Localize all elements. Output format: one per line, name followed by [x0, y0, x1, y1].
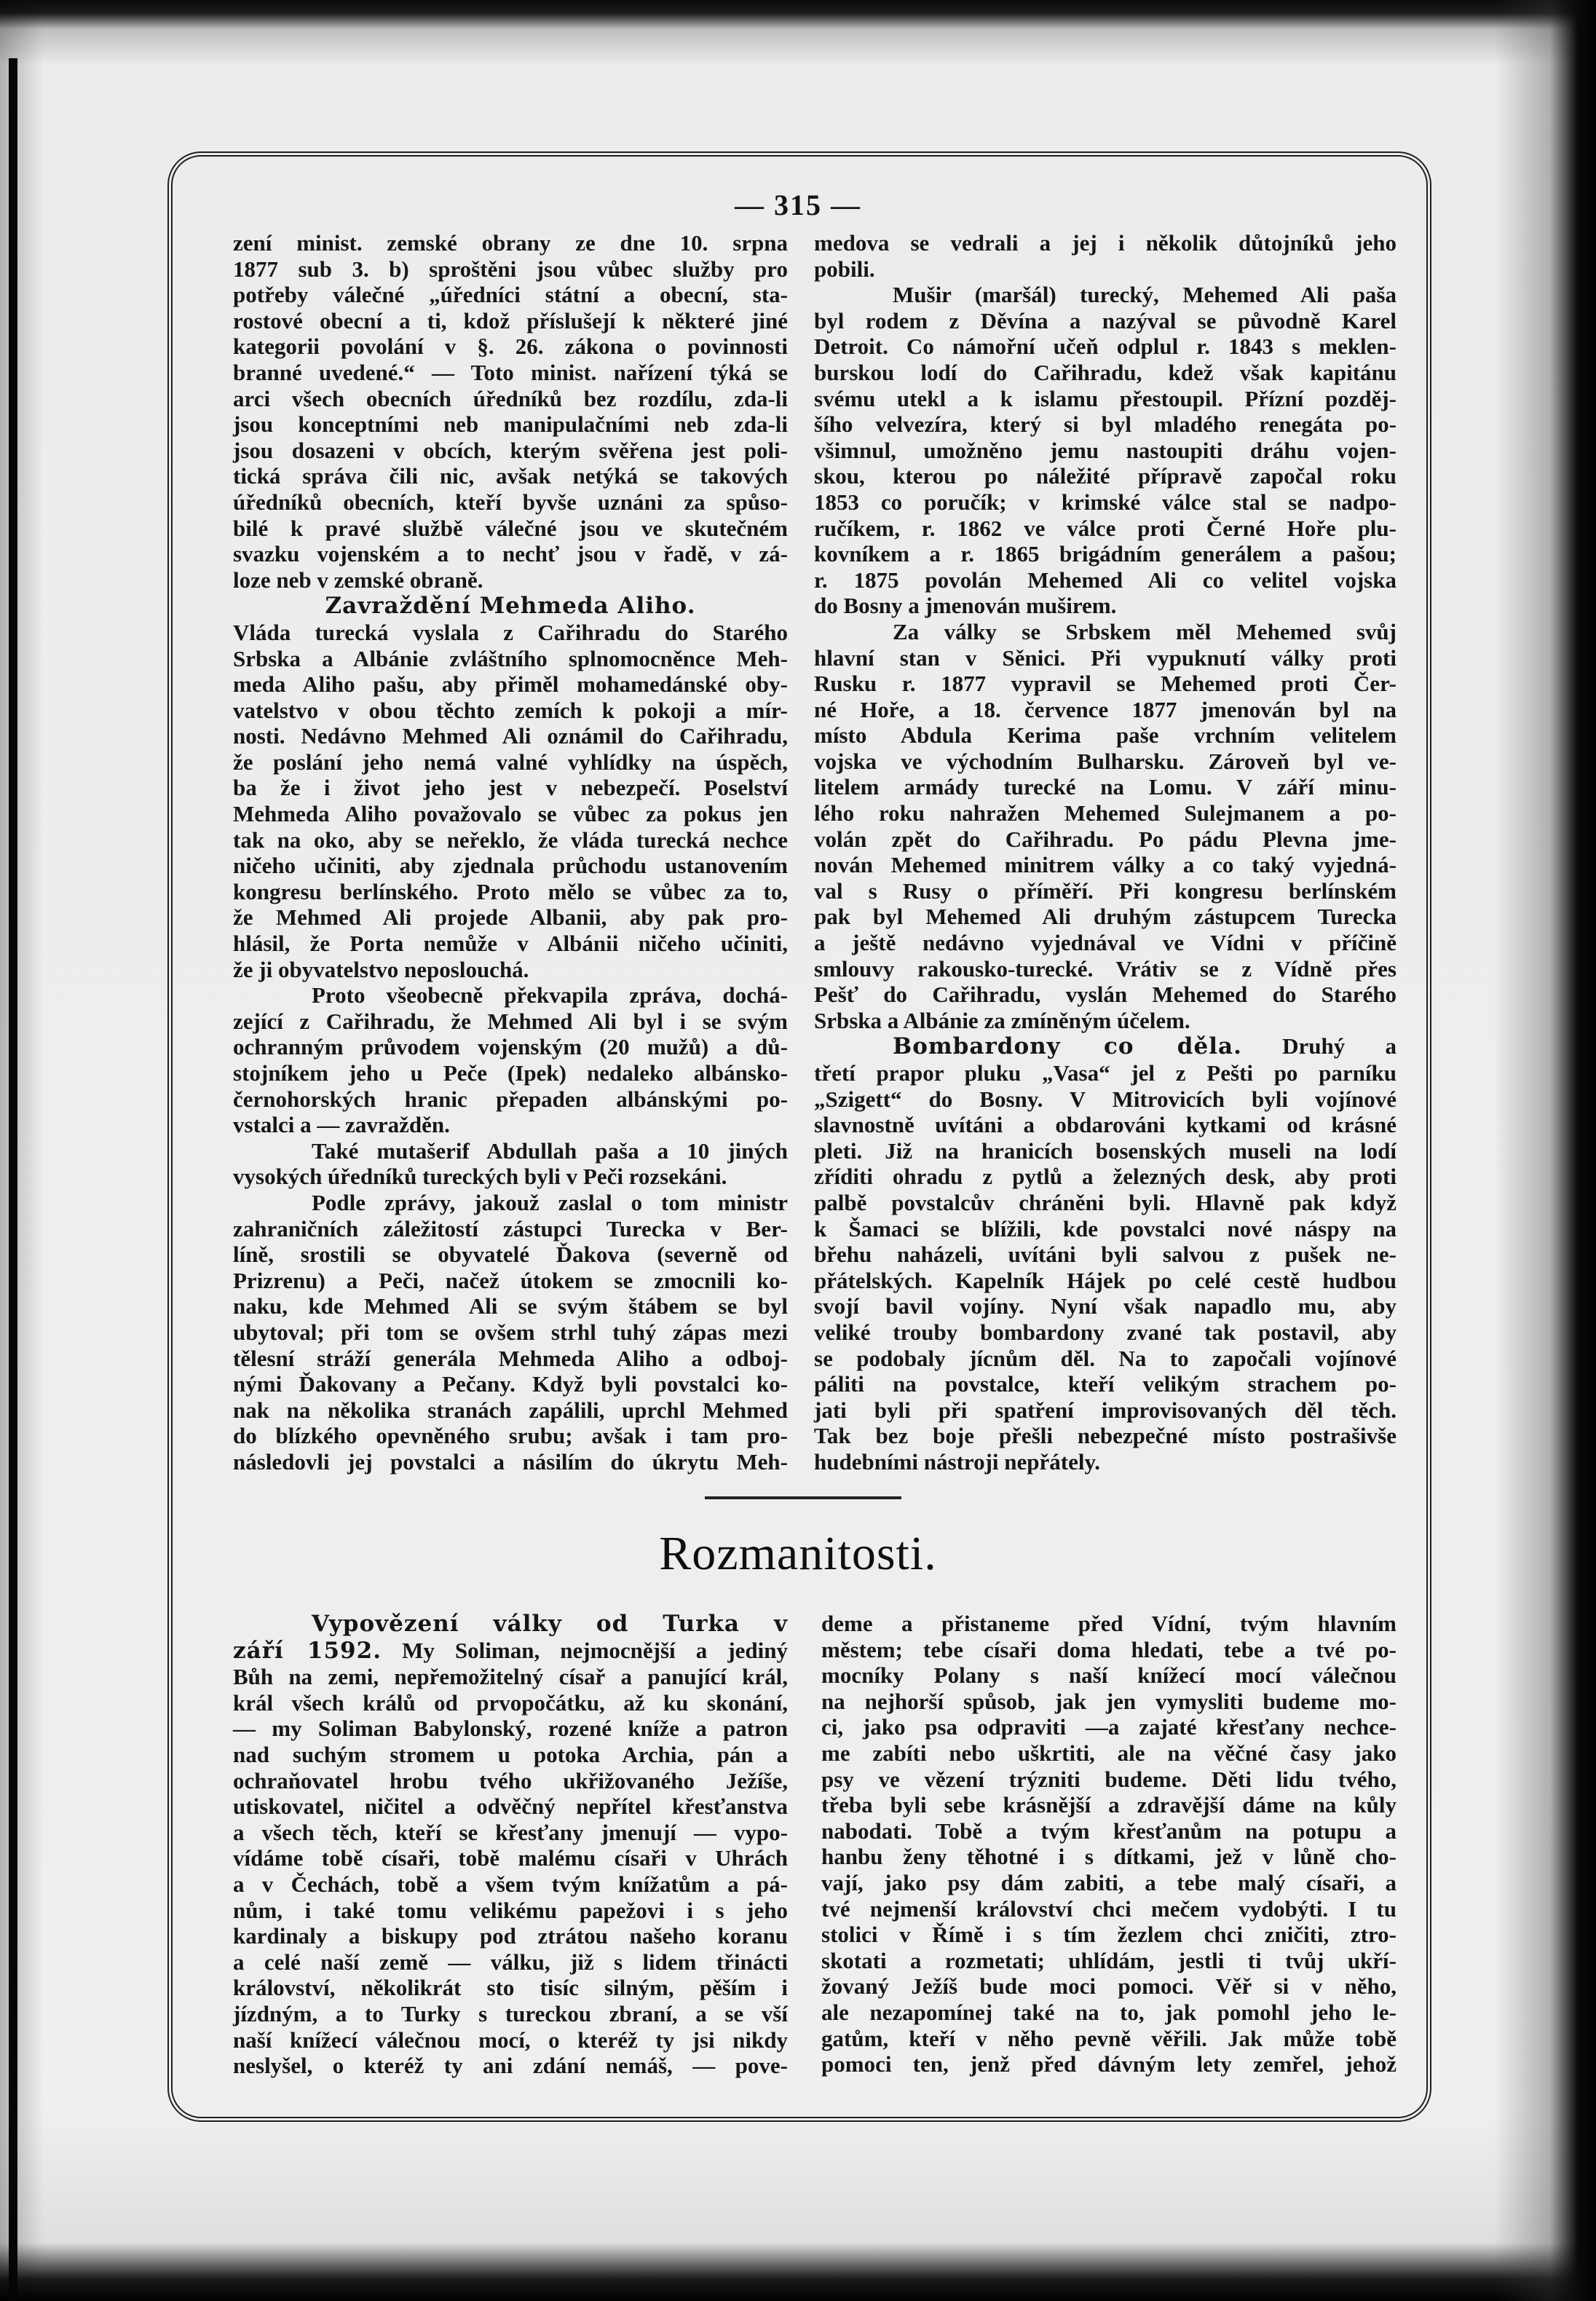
text-line: do Bosny a jmenován muširem.: [814, 593, 1117, 619]
text-line: byl rodem z Děvína a nazýval se původně Karel: [814, 307, 1396, 333]
text-line: stolici v Římě i s tím žezlem chci zničiti, ztro-: [821, 1922, 1396, 1948]
text-line: Za války se Srbskem měl Mehemed svůj: [893, 618, 1396, 644]
article-paragraph-2: [233, 982, 788, 1138]
text-line: ubytoval; při tom se ovšem strhl tuhý zápas mezi: [233, 1319, 788, 1345]
upper-left-column: [233, 230, 788, 1475]
text-line: nad suchým stromem u potoka Archia, pán a: [233, 1741, 788, 1767]
lower-right-column: [821, 1611, 1396, 2077]
article-heading-bombardony-line: [814, 1033, 1396, 1060]
text-line: litelem armády turecké na Lomu. V září minu-: [814, 774, 1396, 800]
text-line: Mehmeda Aliho považovalo se vůbec za pokus jen: [233, 801, 788, 827]
text-line: 1853 co poručík; v krimské válce stal se nadpo-: [814, 489, 1396, 515]
text-line: volán zpět do Cařihradu. Po pádu Plevna jme-: [814, 826, 1396, 852]
text-line: skotati a rozmetati; uhlídám, jestli ti tvůj ukří-: [821, 1947, 1396, 1973]
text-line: stojníkem jeho u Peče (Ipek) nedaleko albánsko-: [233, 1060, 788, 1086]
text-line: nům, i také tomu velikému papežovi i s jeho: [233, 1897, 788, 1923]
text-line: hanbu ženy těhotné i s dítkami, jež v lůně cho-: [821, 1844, 1396, 1870]
text-line: potřeby válečné „úředníci státní a obecní, sta-: [233, 282, 788, 308]
text-line: skou, kterou po náležité přípravě započal roku: [814, 463, 1396, 489]
text-line: deme a přistaneme před Vídní, tvým hlavním: [821, 1611, 1396, 1636]
page-number: — 315 —: [735, 189, 861, 221]
text-line: hlavní stan v Sěnici. Při vypuknutí války proti: [814, 644, 1396, 671]
article-lead: Druhý a: [1282, 1033, 1396, 1059]
biography-paragraph: [814, 282, 1396, 619]
text-line: ochranným průvodem vojenským (20 mužů) a dů-: [233, 1034, 788, 1060]
text-line: Pešť do Cařihradu, vyslán Mehemed do Starého: [814, 982, 1396, 1008]
text-line: vídáme tobě císaři, tobě malému císaři v Uhrách: [233, 1845, 788, 1871]
text-line: nak na několika stranách zapálili, uprchl Mehmed: [233, 1397, 788, 1423]
article-heading-text: Vypovězení války od Turka v: [312, 1611, 788, 1637]
text-line: ničeho učiniti, aby zjednala průchodu ustanovením: [233, 853, 788, 879]
text-line: mocníky Polany s naší knížecí mocí válečnou: [821, 1662, 1396, 1689]
text-line: pobili.: [814, 256, 875, 282]
text-line: gatům, kteří v něho pevně věřili. Jak může tobě: [821, 2025, 1396, 2051]
text-line: třetí prapor pluku „Vasa“ jel z Pešti po parníku: [814, 1060, 1396, 1086]
text-line: že ji obyvatelstvo neposlouchá.: [233, 956, 529, 982]
text-line: a v Čechách, tobě a všem tvým knížatům a pá-: [233, 1871, 788, 1897]
paragraph-continued: [233, 230, 788, 593]
text-line: že Mehmed Ali projede Albanii, aby pak pro-: [233, 904, 788, 931]
text-line: vají, jako psy dám zabiti, a tebe malý císaři, a: [821, 1869, 1396, 1895]
text-line: se podobaly jícnům děl. Na to započali vojínové: [814, 1345, 1396, 1371]
text-line: žovaný Ježíš bude moci pomoci. Věř si v něho,: [821, 1973, 1396, 2000]
text-line: Proto všeobecně překvapila zpráva, dochá-: [312, 982, 788, 1009]
article-lead: My Soliman, nejmocnější a jediný: [402, 1637, 789, 1663]
article-body: [233, 620, 788, 982]
article-paragraph-3: [233, 1138, 788, 1190]
text-line: 1877 sub 3. b) sproštěni jsou vůbec služby pro: [233, 256, 788, 282]
declaration-body-continued: [821, 1611, 1396, 2077]
text-line: vysokých úředníků tureckých byli v Peči rozsekáni.: [233, 1164, 727, 1190]
article-heading-declaration-line1: [233, 1611, 788, 1638]
text-line: úředníků obecních, kteří byvše uznáni za spůso-: [233, 489, 788, 515]
article-heading-murder: [233, 593, 788, 620]
text-line: nován Mehemed minitrem války a co taký vyjedná-: [814, 852, 1396, 878]
text-line: svému utekl a k islamu přestoupil. Přízní pozděj-: [814, 385, 1396, 411]
text-line: zahraničních záležitostí zástupci Turecka v Ber-: [233, 1215, 788, 1242]
text-line: meda Aliho pašu, aby přiměl mohamedánské oby-: [233, 671, 788, 698]
text-line: nabodati. Tobě a tvým křesťanům na potupu a: [821, 1817, 1396, 1844]
text-line: Podle zprávy, jakouž zaslal o tom ministr: [312, 1189, 788, 1215]
text-line: Prizrenu) a Peči, načež útokem se zmocnili ko-: [233, 1267, 788, 1293]
text-line: šího velvezíra, který si byl mladého renegáta po-: [814, 411, 1396, 438]
text-line: nými Ďakovany a Pečany. Když byli povstalci ko-: [233, 1371, 788, 1397]
text-line: zející z Cařihradu, že Mehmed Ali byl i se svým: [233, 1008, 788, 1034]
text-line: Tak bez boje přešli nebezpečné místo postrašivše: [814, 1423, 1396, 1449]
text-line: Bůh na zemi, nepřemožitelný císař a panující král,: [233, 1664, 788, 1690]
text-line: smlouvy rakousko-turecké. Vrátiv se z Vídně přes: [814, 955, 1396, 982]
text-line: jsou konceptními neb manipulačními neb zda-li: [233, 411, 788, 438]
text-line: tvé nejmenší království chci mečem vydobýti. I tu: [821, 1895, 1396, 1922]
text-line: — my Soliman Babylonský, rozené kníže a patron: [233, 1716, 788, 1742]
text-line: tělesní stráží generála Mehmeda Aliho a odboj-: [233, 1345, 788, 1371]
text-line: a ještě nedávno vyjednával ve Vídni v příčině: [814, 930, 1396, 956]
text-line: černohorských hranic přepaden albánskými po-: [233, 1086, 788, 1112]
text-line: „Szigett“ do Bosny. V Mitrovicích byli vojínové: [814, 1086, 1396, 1112]
text-line: následovli jej povstalci a násilím do úkrytu Meh-: [233, 1448, 788, 1475]
text-line: tak na oko, aby se neřeklo, že vláda turecká nechce: [233, 826, 788, 853]
text-line: val s Rusy o příměří. Při kongresu berlínském: [814, 877, 1396, 904]
text-line: Vláda turecká vyslala z Cařihradu do Starého: [233, 619, 788, 645]
article-heading-text: Zavraždění Mehmeda Aliho.: [325, 593, 696, 620]
text-line: tická správa čili nic, avšak netýká se takových: [233, 463, 788, 489]
text-line: k Šamaci se blížili, kde povstalci nové náspy na: [814, 1215, 1396, 1242]
text-line: Detroit. Co námořní učeň odplul r. 1843 s meklen-: [814, 333, 1396, 360]
text-line: slavnostně uvítáni a obdarováni kytkami od krásné: [814, 1112, 1396, 1138]
article-heading-text: Bombardony co děla.: [893, 1033, 1242, 1060]
text-line: né Hoře, a 18. července 1877 jmenován byl na: [814, 696, 1396, 722]
text-line: pleti. Již na hranicích bosenských museli na lodí: [814, 1137, 1396, 1164]
text-line: loze neb v zemské obraně.: [233, 567, 483, 593]
text-line: nosti. Nedávno Mehmed Ali oznámil do Cařihradu,: [233, 723, 788, 749]
text-line: jati byli při spatření improvisovaných děl těch.: [814, 1397, 1396, 1423]
text-line: jsou dosazeni v obcích, kterým svěřena jest poli-: [233, 437, 788, 463]
text-line: utiskovatel, ničitel a odvěčný nepřítel křesťanstva: [233, 1793, 788, 1820]
text-line: ba že i život jeho jest v nebezpečí. Poselství: [233, 775, 788, 801]
text-line: rostové obecní a ti, kdož příslušejí k některé jiné: [233, 307, 788, 333]
text-line: království, několikrát sto tisíc silným, pěším i: [233, 1975, 788, 2001]
text-line: arci všech obecních úředníků bez rozdílu, zda-li: [233, 385, 788, 411]
section-title: Rozmanitosti.: [659, 1527, 937, 1580]
bombardony-article-body: [814, 1060, 1396, 1475]
text-line: Srbska a Albánie zvláštního splnomocněnce Meh-: [233, 645, 788, 671]
text-line: zříditi ohradu z pytlů a železných desk, aby proti: [814, 1164, 1396, 1190]
text-line: medova se vedrali a jej i několik důtojníků jeho: [814, 230, 1396, 256]
text-line: Také mutašerif Abdullah paša a 10 jiných: [312, 1137, 788, 1164]
text-line: burskou lodí do Cařihradu, kdež však kapitánu: [814, 359, 1396, 385]
scan-right-shadow: [1494, 0, 1596, 2301]
text-line: břehu naházeli, uvítáni byli salvou z pušek ne-: [814, 1242, 1396, 1268]
text-line: hudebními nástroji nepřátely.: [814, 1448, 1101, 1475]
text-line: třeba byli sebe krásnější a zdravější dáme na kůly: [821, 1792, 1396, 1818]
text-line: líně, srostili se obyvatelé Ďakova (severně od: [233, 1242, 788, 1268]
text-line: zení minist. zemské obrany ze dne 10. srpna: [233, 230, 788, 256]
text-line: pomoci ten, jenž před dávným lety zemřel, jehož: [821, 2051, 1396, 2077]
text-line: lého roku nahražen Mehemed Sulejmanem a po-: [814, 800, 1396, 826]
text-line: neslyšel, o kteréž ty ani zdání nemáš, — pove-: [233, 2053, 788, 2079]
text-line: na nejhorší spůsob, jak jen vymysliti budeme mo-: [821, 1688, 1396, 1714]
section-divider: [705, 1496, 901, 1499]
text-line: ale nezapomínej také na to, jak pomohl jeho le-: [821, 1999, 1396, 2025]
article-continued: [814, 230, 1396, 282]
article-heading-declaration-line2: [233, 1638, 788, 1665]
text-line: kardinaly a biskupy pod ztrátou našeho koranu: [233, 1923, 788, 1949]
text-line: že poslání jeho nemá valné vyhlídky na úspěch,: [233, 749, 788, 775]
text-line: ochraňovatel hrobu tvého ukřižovaného Ježíše,: [233, 1767, 788, 1793]
scan-left-shadow: [0, 0, 44, 2301]
text-line: jízdným, a to Turky s tureckou zbraní, a se vší: [233, 2000, 788, 2026]
war-paragraph: [814, 619, 1396, 1034]
text-line: Rusku r. 1877 vypravil se Mehemed proti Čer-: [814, 671, 1396, 697]
text-line: ručíkem, r. 1862 ve válce proti Černé Hoře plu-: [814, 515, 1396, 541]
text-line: a celé naší země — válku, již s lidem třinácti: [233, 1949, 788, 1975]
text-line: psy ve vězení trýzniti budeme. Děti lidu tvého,: [821, 1766, 1396, 1792]
scan-left-edge: [9, 58, 17, 2301]
text-line: kovníkem a r. 1865 brigádním generálem a pašou;: [814, 541, 1396, 567]
article-paragraph-4: [233, 1190, 788, 1475]
text-line: me zabíti nebo uškrtiti, ale na věčné časy jako: [821, 1740, 1396, 1766]
text-line: vatelstvo v obou těchto zemích k pokoji a mír-: [233, 697, 788, 723]
article-heading-date: září 1592.: [233, 1637, 382, 1664]
text-line: král všech králů od prvopočátku, až ku skonání,: [233, 1689, 788, 1716]
lower-left-column: [233, 1611, 788, 2079]
text-line: svojí bavil vojíny. Nyní však napadlo mu, aby: [814, 1293, 1396, 1319]
declaration-body: [233, 1664, 788, 2079]
text-line: vstalci a — zavražděn.: [233, 1112, 450, 1138]
text-line: naší knížecí válečnou mocí, o kteréž ty jsi nikdy: [233, 2026, 788, 2053]
text-line: hlásil, že Porta nemůže v Albánii ničeho učiniti,: [233, 931, 788, 957]
text-line: pak byl Mehemed Ali druhým zástupcem Turecka: [814, 904, 1396, 930]
text-line: městem; tebe císaři doma hledati, tebe a tvé po-: [821, 1636, 1396, 1662]
upper-right-column: [814, 230, 1396, 1475]
text-line: a všech těch, kteří se křesťany jmenují — vypo-: [233, 1819, 788, 1845]
text-line: palbě povstalcův chráněni byli. Hlavně pak když: [814, 1189, 1396, 1215]
text-line: naku, kde Mehmed Ali se svým štábem se byl: [233, 1293, 788, 1319]
text-line: branné uvedené.“ — Toto minist. nařízení týká se: [233, 359, 788, 385]
text-line: svazku vojenském a to nechť jsou v řadě, v zá-: [233, 541, 788, 567]
text-line: vojska ve východním Bulharsku. Zároveň byl ve-: [814, 748, 1396, 774]
text-line: všimnul, umožněno jemu nastoupiti dráhu vojen-: [814, 437, 1396, 463]
text-line: bilé k pravé službě válečné jsou ve skutečném: [233, 515, 788, 541]
text-line: Mušir (maršál) turecký, Mehemed Ali paša: [893, 282, 1396, 308]
text-line: páliti na povstalce, kteří velikým strachem po-: [814, 1371, 1396, 1397]
text-line: veliké trouby bombardony zvané tak postavil, aby: [814, 1319, 1396, 1345]
text-line: r. 1875 povolán Mehemed Ali co velitel vojska: [814, 567, 1396, 593]
text-line: do blízkého opevněného srubu; avšak i tam pro-: [233, 1423, 788, 1449]
text-line: Srbska a Albánie za zmíněným účelem.: [814, 1007, 1190, 1033]
text-line: ci, jako psa odpraviti —a zajaté křesťany nechce-: [821, 1714, 1396, 1740]
text-line: místo Abdula Kerima paše vrchním velitelem: [814, 722, 1396, 749]
text-line: přátelských. Kapelník Hájek po celé cestě hudbou: [814, 1267, 1396, 1293]
text-line: kongresu berlínského. Proto mělo se vůbec za to,: [233, 878, 788, 904]
text-line: kategorii povolání v §. 26. zákona o povinnosti: [233, 333, 788, 360]
